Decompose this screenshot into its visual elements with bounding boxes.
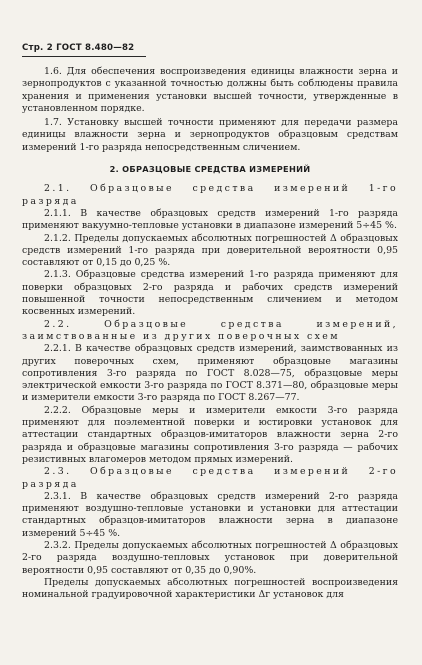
- paragraph-2-3-1: 2.3.1. В качестве образцовых средств измерений 2-го разряда применяют воздушно-тепловые установки и установки для аттестации стандартных образцов-имитаторов влажности зерна в диапазоне измерений 5÷45 %.: [22, 490, 398, 539]
- paragraph-2-2: 2.2. Образцовые средства измерений, заимствованные из других поверочных схем: [22, 318, 398, 342]
- section-title: 2. ОБРАЗЦОВЫЕ СРЕДСТВА ИЗМЕРЕНИЙ: [109, 164, 311, 175]
- paragraph-2-1: 2.1. Образцовые средства измерений 1-го разряда: [22, 183, 398, 207]
- paragraph-2-3-3: Пределы допускаемых абсолютных погрешностей воспроизведения номинальной градуировочной характеристики Δг установок для: [22, 576, 398, 601]
- page-header: Стр. 2 ГОСТ 8.480—82: [22, 43, 135, 53]
- paragraph-2-1-1: 2.1.1. В качестве образцовых средств измерений 1-го разряда применяют вакуумно-тепловые установки в диапазоне измерений 5÷45 %.: [22, 207, 398, 232]
- paragraph-1-7: 1.7. Установку высшей точности применяют для передачи размера единицы влажности зерна и зернопродуктов образцовым средствам измерений 1-го разряда непосредственным сличением.: [22, 117, 398, 153]
- paragraph-1-6: 1.6. Для обеспечения воспроизведения единицы влажности зерна и зернопродуктов с указанной точностью должны быть соблюдены правила хранения и применения установки высшей точности, утвержденные в установленном порядке.: [22, 66, 398, 114]
- paragraph-2-1-3: 2.1.3. Образцовые средства измерений 1-го разряда применяют для поверки образцовых 2-го разряда и рабочих средств измерений повышенной точности непосредственным сличением и методом косвенных измерений.: [22, 269, 398, 318]
- body-text: [22, 66, 398, 601]
- paragraph-2-1-2: 2.1.2. Пределы допускаемых абсолютных погрешностей Δ образцовых средств измерений 1-го разряда при доверительной вероятности 0,95 составляют от 0,15 до 0,25 %.: [22, 232, 398, 269]
- paragraph-2-3-2: 2.3.2. Пределы допускаемых абсолютных погрешностей Δ образцовых 2-го разряда воздушно-тепловых установок при доверительной вероятности 0,95 составляют от 0,35 до 0,90%.: [22, 539, 398, 576]
- paragraph-2-3: 2.3. Образцовые средства измерений 2-го разряда: [22, 466, 398, 490]
- paragraph-2-2-1: 2.2.1. В качестве образцовых средств измерений, заимствованных из других поверочных схем, применяют образцовые магазины сопротивления 3-го разряда по ГОСТ 8.028—75, образцовые меры электрической емкости 3-го разряда по ГОСТ 8.371—80, образцовые меры и измерители емкости 3-го разряда по ГОСТ 8.267—77.: [22, 343, 398, 404]
- paragraph-2-2-2: 2.2.2. Образцовые меры и измерители емкости 3-го разряда применяют для поэлементной поверки и юстировки установок для аттестации стандартных образцов-имитаторов влажности зерна 2-го разряда и образцовые магазины сопротивления 3-го разряда — рабочих резистивных влагомеров методом прямых измерений.: [22, 404, 398, 465]
- header-rule: [22, 56, 146, 57]
